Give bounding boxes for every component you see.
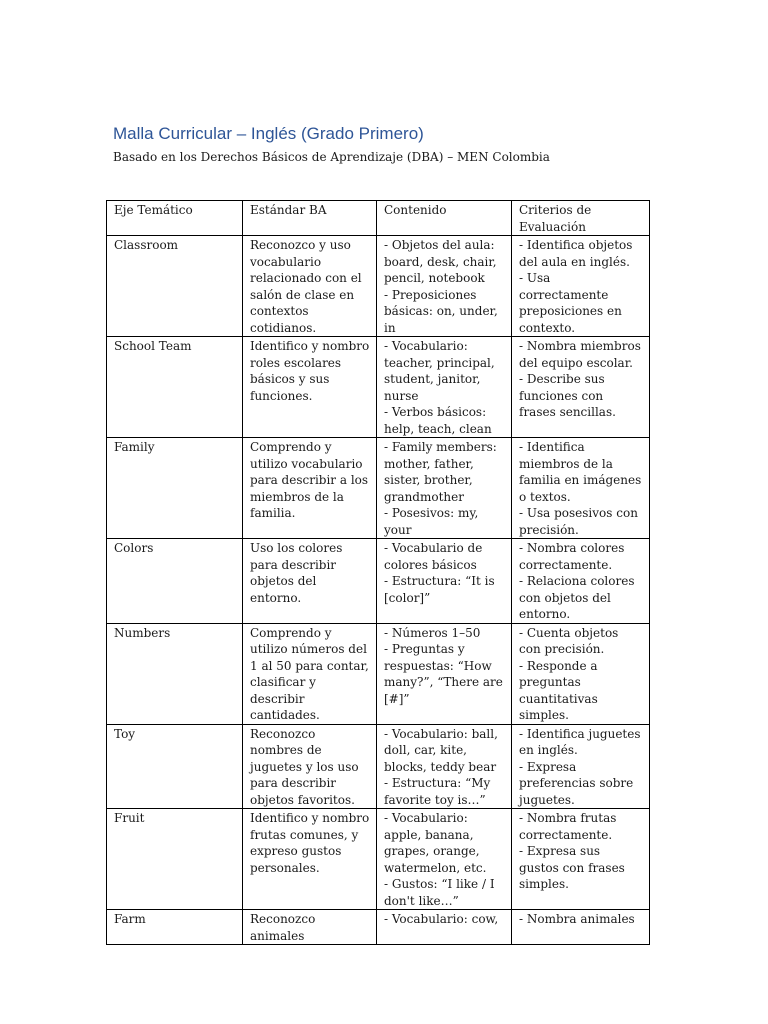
criteria-line: - Identifica objetos del aula en inglés. — [519, 238, 633, 269]
table-row — [107, 910, 650, 945]
table-row — [107, 236, 650, 337]
content-line: - Objetos del aula: board, desk, chair, pencil, notebook — [384, 238, 497, 285]
table-row — [107, 623, 650, 724]
cell-estandar: Reconozco nombres de juguetes y los uso para describir objetos favoritos. — [243, 724, 377, 809]
content-line: - Vocabulario: ball, doll, car, kite, blocks, teddy bear — [384, 726, 498, 774]
cell-contenido — [377, 236, 512, 337]
cell-contenido — [377, 539, 512, 624]
cell-eje: Colors — [107, 539, 243, 624]
header-criterios: Criterios de Evaluación — [512, 201, 650, 236]
cell-criterios: - Nombra animales — [512, 910, 650, 945]
cell-criterios — [512, 724, 650, 809]
content-line: - Family members: mother, father, sister, brother, grandmother — [384, 440, 497, 504]
cell-estandar: Reconozco y uso vocabulario relacionado con el salón de clase en contextos cotidianos. — [243, 236, 377, 337]
header-estandar-ba: Estándar BA — [243, 201, 377, 236]
cell-criterios — [512, 539, 650, 624]
criteria-line: - Usa posesivos con precisión. — [519, 506, 638, 537]
cell-criterios — [512, 337, 650, 438]
cell-eje: Fruit — [107, 809, 243, 910]
curriculum-table — [106, 200, 650, 945]
content-line: - Posesivos: my, your — [384, 506, 479, 537]
table-row — [107, 724, 650, 809]
content-line: - Vocabulario: apple, banana, grapes, orange, watermelon, etc. — [384, 811, 487, 875]
cell-eje: Farm — [107, 910, 243, 945]
content-line: - Preguntas y respuestas: “How many?”, “There are [#]” — [384, 642, 503, 706]
document-subtitle: Basado en los Derechos Básicos de Aprendizaje (DBA) – MEN Colombia — [113, 150, 550, 164]
content-line: - Números 1–50 — [384, 625, 481, 640]
table-header-row — [107, 201, 650, 236]
criteria-line: - Cuenta objetos con precisión. — [519, 625, 619, 656]
table-row — [107, 539, 650, 624]
cell-eje: Numbers — [107, 623, 243, 724]
table-row — [107, 438, 650, 539]
cell-criterios — [512, 809, 650, 910]
cell-criterios — [512, 236, 650, 337]
criteria-line: - Nombra miembros del equipo escolar. — [519, 339, 641, 370]
cell-estandar: Reconozco animales — [243, 910, 377, 945]
criteria-line: - Responde a preguntas cuantitativas simples. — [519, 658, 598, 722]
cell-eje: School Team — [107, 337, 243, 438]
cell-estandar: Identifico y nombro frutas comunes, y expreso gustos personales. — [243, 809, 377, 910]
header-contenido: Contenido — [377, 201, 512, 236]
document-title: Malla Curricular – Inglés (Grado Primero) — [113, 124, 424, 143]
cell-criterios — [512, 623, 650, 724]
content-line: - Estructura: “It is [color]” — [384, 574, 495, 605]
criteria-line: - Usa correctamente preposiciones en contexto. — [519, 271, 622, 335]
criteria-line: - Expresa sus gustos con frases simples. — [519, 844, 625, 891]
table-row — [107, 337, 650, 438]
content-line: - Vocabulario: teacher, principal, student, janitor, nurse — [384, 339, 495, 403]
cell-eje: Family — [107, 438, 243, 539]
cell-contenido: - Vocabulario: cow, — [377, 910, 512, 945]
criteria-line: - Identifica juguetes en inglés. — [519, 726, 641, 757]
table-row — [107, 809, 650, 910]
cell-contenido — [377, 724, 512, 809]
criteria-line: - Nombra colores correctamente. — [519, 541, 625, 572]
header-eje-tematico: Eje Temático — [107, 201, 243, 236]
cell-estandar: Uso los colores para describir objetos del entorno. — [243, 539, 377, 624]
cell-eje: Toy — [107, 724, 243, 809]
cell-contenido — [377, 337, 512, 438]
criteria-line: - Nombra frutas correctamente. — [519, 811, 617, 842]
criteria-line: - Relaciona colores con objetos del entorno. — [519, 574, 635, 621]
criteria-line: - Describe sus funciones con frases sencillas. — [519, 372, 616, 419]
cell-eje: Classroom — [107, 236, 243, 337]
content-line: - Vocabulario de colores básicos — [384, 541, 483, 572]
cell-criterios — [512, 438, 650, 539]
cell-estandar: Identifico y nombro roles escolares básicos y sus funciones. — [243, 337, 377, 438]
cell-estandar: Comprendo y utilizo vocabulario para describir a los miembros de la familia. — [243, 438, 377, 539]
cell-estandar: Comprendo y utilizo números del 1 al 50 para contar, clasificar y describir cantidades. — [243, 623, 377, 724]
cell-contenido — [377, 623, 512, 724]
content-line: - Verbos básicos: help, teach, clean — [384, 405, 492, 436]
content-line: - Gustos: “I like / I don't like…” — [384, 877, 495, 908]
cell-contenido — [377, 809, 512, 910]
criteria-line: - Expresa preferencias sobre juguetes. — [519, 759, 634, 807]
content-line: - Preposiciones básicas: on, under, in — [384, 287, 498, 335]
content-line: - Estructura: “My favorite toy is…” — [384, 776, 491, 807]
criteria-line: - Identifica miembros de la familia en imágenes o textos. — [519, 440, 642, 504]
cell-contenido — [377, 438, 512, 539]
